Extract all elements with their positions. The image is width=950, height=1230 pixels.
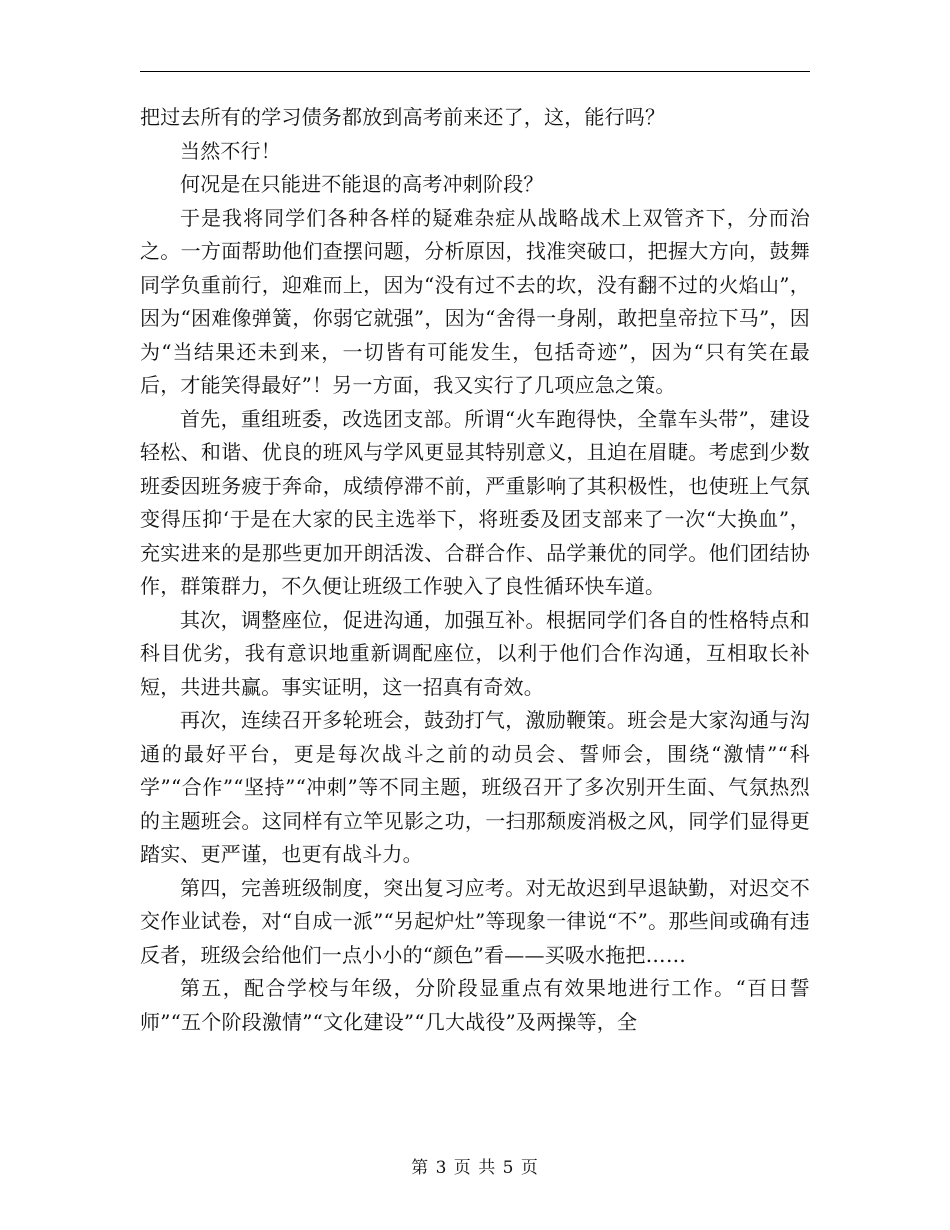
paragraph-7: 再次，连续召开多轮班会，鼓劲打气，激励鞭策。班会是大家沟通与沟通的最好平台，更是每次战斗之前的动员会、誓师会，围绕“激情”“科学”“合作”“坚持”“冲刺”等不同主题，班级召开了多次别开生面、气氛热烈的主题班会。这同样有立竿见影之功，一扫那颓废消极之风，同学们显得更踏实、更严谨，也更有战斗力。 xyxy=(140,708,810,866)
paragraph-9: 第五，配合学校与年级，分阶段显重点有效果地进行工作。“百日誓师”“五个阶段激情”“文化建设”“几大战役”及两操等，全 xyxy=(140,976,810,1034)
paragraph-5: 首先，重组班委，改选团支部。所谓“火车跑得快，全靠车头带”，建设轻松、和谐、优良的班风与学风更显其特别意义，且迫在眉睫。考虑到少数班委因班务疲于奔命，成绩停滞不前，严重影响了其积极性，也使班上气氛变得压抑‘于是在大家的民主选举下，将班委及团支部来了一次“大换血”，充实进来的是那些更加开朗活泼、合群合作、品学兼优的同学。他们团结协作，群策群力，不久便让班级工作驶入了良性循环快车道。 xyxy=(140,406,810,598)
paragraph-8: 第四，完善班级制度，突出复习应考。对无故迟到早退缺勤，对迟交不交作业试卷，对“自成一派”“另起炉灶”等现象一律说“不”。那些间或确有违反者，班级会给他们一点小小的“颜色”看——买吸水拖把…… xyxy=(140,875,810,967)
body-text xyxy=(140,101,810,1039)
paragraph-6: 其次，调整座位，促进沟通，加强互补。根据同学们各自的性格特点和科目优劣，我有意识地重新调配座位，以利于他们合作沟通，互相取长补短，共进共赢。事实证明，这一招真有奇效。 xyxy=(140,607,810,699)
header-rule xyxy=(140,71,810,72)
page-number-footer: 第 3 页 共 5 页 xyxy=(411,1158,539,1178)
paragraph-2: 当然不行！ xyxy=(180,138,281,163)
paragraph-1: 把过去所有的学习债务都放到高考前来还了，这，能行吗？ xyxy=(140,105,666,129)
paragraph-3: 何况是在只能进不能退的高考冲刺阶段？ xyxy=(180,172,544,196)
paragraph-4: 于是我将同学们各种各样的疑难杂症从战略战术上双管齐下，分而治之。一方面帮助他们查摆问题，分析原因，找准突破口，把握大方向，鼓舞同学负重前行，迎难而上，因为“没有过不去的坎，没有翻不过的火焰山”，因为“困难像弹簧，你弱它就强”，因为“舍得一身剐，敢把皇帝拉下马”，因为“当结果还未到来，一切皆有可能发生，包括奇迹”，因为“只有笑在最后，才能笑得最好”！另一方面，我又实行了几项应急之策。 xyxy=(140,205,810,397)
